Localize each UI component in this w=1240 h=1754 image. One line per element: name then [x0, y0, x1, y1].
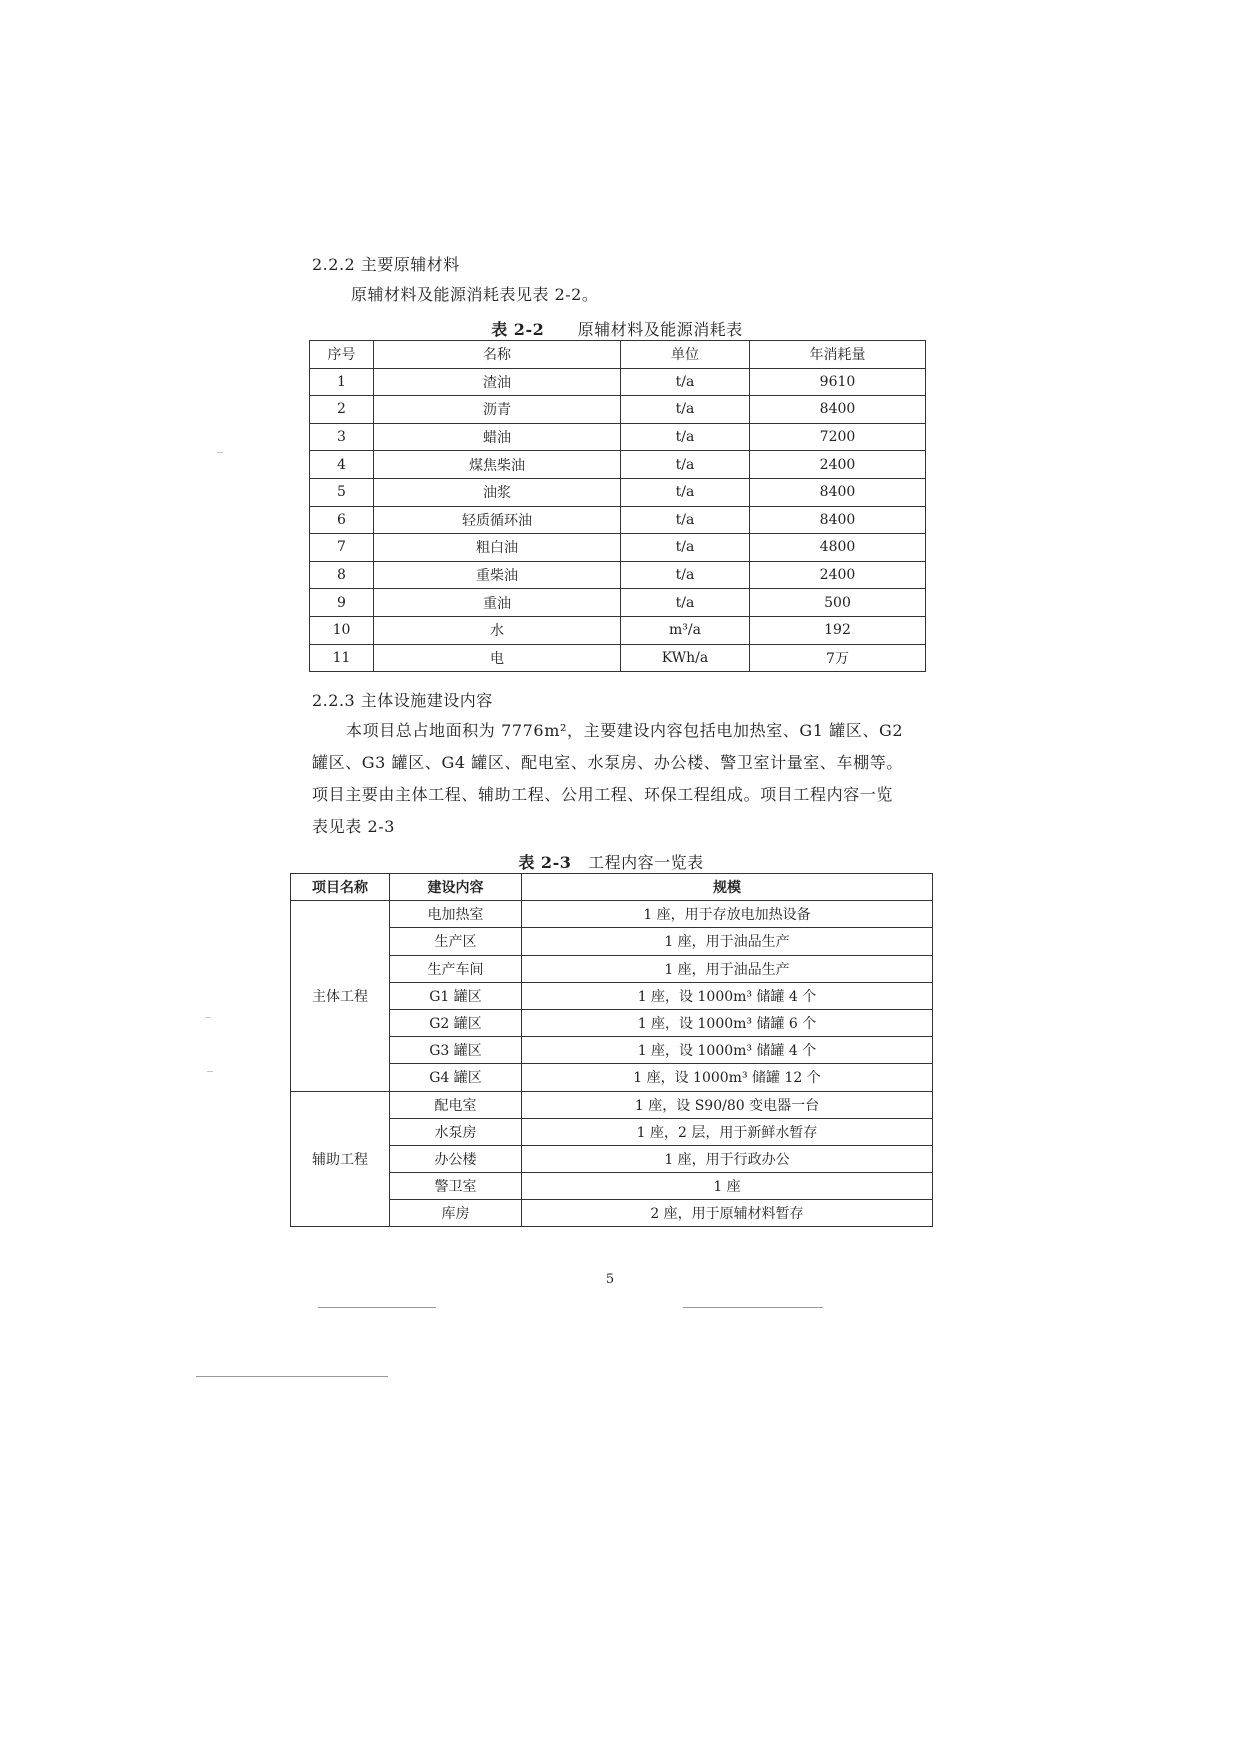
cell-index: 11 [310, 644, 374, 672]
header-cell: 规模 [522, 874, 933, 901]
table-row [310, 561, 926, 589]
cell-scale: 1 座，用于油品生产 [522, 955, 933, 982]
scan-speck-artifact [217, 452, 223, 453]
cell-content: G2 罐区 [390, 1009, 522, 1036]
table-row [310, 589, 926, 617]
cell-amount: 8400 [750, 506, 926, 534]
cell-name: 轻质循环油 [374, 506, 621, 534]
cell-index: 9 [310, 589, 374, 617]
project-content-table [290, 873, 933, 1227]
cell-amount: 7万 [750, 644, 926, 672]
cell-content: 水泵房 [390, 1118, 522, 1145]
cell-unit: t/a [621, 589, 750, 617]
cell-name: 粗白油 [374, 534, 621, 562]
scan-speck-artifact [205, 1017, 211, 1018]
cell-amount: 9610 [750, 368, 926, 396]
table-22-caption-title: 原辅材料及能源消耗表 [577, 320, 743, 339]
table-row [310, 478, 926, 506]
cell-unit: t/a [621, 534, 750, 562]
cell-name: 渣油 [374, 368, 621, 396]
header-cell: 单位 [621, 341, 750, 369]
table-header-row [310, 341, 926, 369]
cell-content: 办公楼 [390, 1145, 522, 1172]
table-row [310, 396, 926, 424]
scan-speck-artifact [207, 1071, 213, 1072]
cell-scale: 1 座，设 1000m³ 储罐 4 个 [522, 982, 933, 1009]
cell-scale: 1 座，用于存放电加热设备 [522, 901, 933, 928]
cell-scale: 1 座，用于油品生产 [522, 928, 933, 955]
scan-line-artifact [683, 1307, 823, 1308]
table-23-caption-number: 表 2-3 [518, 853, 572, 872]
table-row [310, 423, 926, 451]
header-cell: 年消耗量 [750, 341, 926, 369]
cell-unit: t/a [621, 561, 750, 589]
cell-index: 10 [310, 616, 374, 644]
header-cell: 项目名称 [291, 874, 390, 901]
section-heading-222: 2.2.2 主要原辅材料 [312, 255, 460, 274]
cell-scale: 1 座，设 S90/80 变电器一台 [522, 1091, 933, 1118]
cell-unit: t/a [621, 368, 750, 396]
cell-name: 重油 [374, 589, 621, 617]
cell-unit: t/a [621, 478, 750, 506]
cell-content: 生产区 [390, 928, 522, 955]
cell-unit: t/a [621, 451, 750, 479]
cell-name: 油浆 [374, 478, 621, 506]
cell-scale: 2 座，用于原辅材料暂存 [522, 1200, 933, 1227]
group-name-cell: 主体工程 [291, 901, 390, 1091]
cell-content: 电加热室 [390, 901, 522, 928]
header-cell: 建设内容 [390, 874, 522, 901]
cell-name: 蜡油 [374, 423, 621, 451]
cell-unit: t/a [621, 506, 750, 534]
cell-unit: m³/a [621, 616, 750, 644]
cell-scale: 1 座 [522, 1173, 933, 1200]
cell-index: 4 [310, 451, 374, 479]
cell-amount: 8400 [750, 478, 926, 506]
table-row [291, 901, 933, 928]
table-row [310, 616, 926, 644]
header-cell: 名称 [374, 341, 621, 369]
table-row [310, 451, 926, 479]
table-row [310, 644, 926, 672]
cell-index: 1 [310, 368, 374, 396]
cell-unit: t/a [621, 396, 750, 424]
table-23-caption-title: 工程内容一览表 [588, 853, 704, 872]
cell-content: 配电室 [390, 1091, 522, 1118]
cell-amount: 7200 [750, 423, 926, 451]
table-row [310, 368, 926, 396]
scan-line-artifact [196, 1376, 388, 1377]
paragraph-line-3: 项目主要由主体工程、辅助工程、公用工程、环保工程组成。项目工程内容一览 [312, 785, 894, 804]
materials-table [309, 340, 926, 672]
cell-name: 沥青 [374, 396, 621, 424]
group-name-cell: 辅助工程 [291, 1091, 390, 1227]
cell-name: 煤焦柴油 [374, 451, 621, 479]
paragraph-line-2: 罐区、G3 罐区、G4 罐区、配电室、水泵房、办公楼、警卫室计量室、车棚等。 [312, 753, 903, 772]
paragraph-line-1: 本项目总占地面积为 7776m²，主要建设内容包括电加热室、G1 罐区、G2 [346, 721, 904, 740]
cell-amount: 192 [750, 616, 926, 644]
cell-scale: 1 座，设 1000m³ 储罐 12 个 [522, 1064, 933, 1091]
table-row [310, 506, 926, 534]
section-heading-223: 2.2.3 主体设施建设内容 [312, 691, 493, 710]
page-number: 5 [605, 1272, 615, 1287]
cell-index: 3 [310, 423, 374, 451]
section-intro-222: 原辅材料及能源消耗表见表 2-2。 [351, 285, 599, 304]
cell-index: 2 [310, 396, 374, 424]
table-22-caption-number: 表 2-2 [491, 320, 545, 339]
cell-content: 生产车间 [390, 955, 522, 982]
cell-amount: 8400 [750, 396, 926, 424]
cell-amount: 4800 [750, 534, 926, 562]
cell-index: 6 [310, 506, 374, 534]
cell-scale: 1 座，设 1000m³ 储罐 6 个 [522, 1009, 933, 1036]
scan-line-artifact [318, 1307, 436, 1308]
cell-content: G3 罐区 [390, 1037, 522, 1064]
paragraph-line-4: 表见表 2-3 [312, 817, 396, 836]
cell-content: G1 罐区 [390, 982, 522, 1009]
cell-index: 5 [310, 478, 374, 506]
table-23-caption [290, 850, 932, 873]
table-row [310, 534, 926, 562]
cell-index: 7 [310, 534, 374, 562]
cell-unit: t/a [621, 423, 750, 451]
cell-name: 重柴油 [374, 561, 621, 589]
header-cell: 序号 [310, 341, 374, 369]
cell-unit: KWh/a [621, 644, 750, 672]
cell-amount: 2400 [750, 451, 926, 479]
cell-amount: 500 [750, 589, 926, 617]
cell-scale: 1 座，用于行政办公 [522, 1145, 933, 1172]
cell-content: G4 罐区 [390, 1064, 522, 1091]
table-row [291, 1091, 933, 1118]
table-22-caption [309, 317, 925, 340]
cell-index: 8 [310, 561, 374, 589]
cell-amount: 2400 [750, 561, 926, 589]
table-header-row [291, 874, 933, 901]
cell-scale: 1 座，2 层，用于新鲜水暂存 [522, 1118, 933, 1145]
cell-content: 库房 [390, 1200, 522, 1227]
cell-scale: 1 座，设 1000m³ 储罐 4 个 [522, 1037, 933, 1064]
cell-content: 警卫室 [390, 1173, 522, 1200]
cell-name: 电 [374, 644, 621, 672]
cell-name: 水 [374, 616, 621, 644]
